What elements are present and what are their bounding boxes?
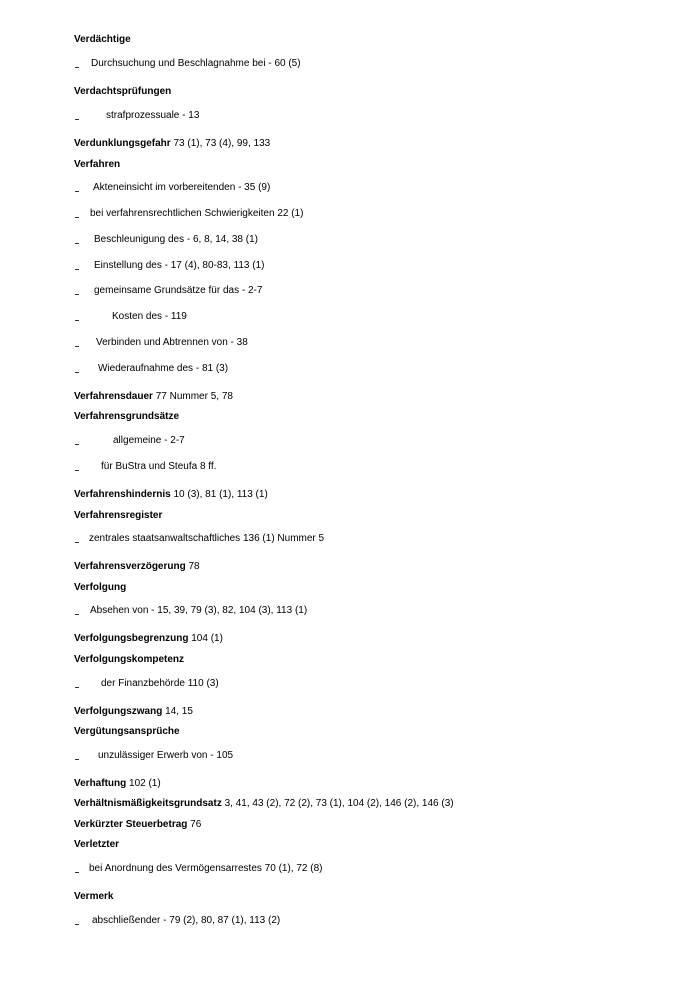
sub-entry: der Finanzbehörde 110 (3) — [101, 678, 219, 689]
sub-entry-dash — [75, 444, 79, 445]
entry-heading: Verfolgung — [74, 582, 127, 593]
sub-entry: Akteneinsicht im vorbereitenden - 35 (9) — [93, 182, 271, 193]
entry-heading: Verhältnismäßigkeitsgrundsatz 3, 41, 43 (2), 72 (2), 73 (1), 104 (2), 146 (2), 146 (3) — [74, 798, 454, 809]
sub-entry-dash — [75, 269, 79, 270]
sub-entry: Wiederaufnahme des - 81 (3) — [98, 363, 229, 374]
sub-entry-dash — [75, 542, 79, 543]
sub-entry-dash — [75, 924, 79, 925]
sub-entry-dash — [75, 294, 79, 295]
sub-entry: abschließender - 79 (2), 80, 87 (1), 113 (2) — [92, 915, 281, 926]
sub-entry-dash — [75, 119, 79, 120]
sub-entry: Beschleunigung des - 6, 8, 14, 38 (1) — [94, 234, 258, 245]
sub-entry-dash — [75, 687, 79, 688]
entry-heading: Vergütungsansprüche — [74, 726, 180, 737]
entry-heading: Verletzter — [74, 839, 120, 850]
entry-heading: Verfahrensregister — [74, 510, 163, 521]
sub-entry: bei verfahrensrechtlichen Schwierigkeiten 22 (1) — [90, 208, 304, 219]
entry-heading: Verdunklungsgefahr 73 (1), 73 (4), 99, 133 — [74, 138, 271, 149]
sub-entry: gemeinsame Grundsätze für das - 2-7 — [94, 285, 263, 296]
sub-entry: Absehen von - 15, 39, 79 (3), 82, 104 (3), 113 (1) — [90, 605, 308, 616]
sub-entry: bei Anordnung des Vermögensarrestes 70 (1), 72 (8) — [89, 863, 323, 874]
sub-entry-dash — [75, 67, 79, 68]
sub-entry: strafprozessuale - 13 — [106, 110, 200, 121]
sub-entry: Einstellung des - 17 (4), 80-83, 113 (1) — [94, 260, 265, 271]
sub-entry-dash — [75, 372, 79, 373]
entry-heading: Vermerk — [74, 891, 114, 902]
sub-entry-dash — [75, 191, 79, 192]
sub-entry-dash — [75, 243, 79, 244]
sub-entry-dash — [75, 320, 79, 321]
sub-entry: zentrales staatsanwaltschaftliches 136 (1) Nummer 5 — [89, 533, 325, 544]
entry-heading: Verfahrensverzögerung 78 — [74, 561, 200, 572]
sub-entry-dash — [75, 872, 79, 873]
sub-entry-dash — [75, 614, 79, 615]
sub-entry-dash — [75, 346, 79, 347]
sub-entry: Verbinden und Abtrennen von - 38 — [96, 337, 248, 348]
sub-entry-dash — [75, 470, 79, 471]
sub-entry: allgemeine - 2-7 — [113, 435, 185, 446]
entry-heading: Verfolgungszwang 14, 15 — [74, 706, 193, 717]
sub-entry: Kosten des - 119 — [112, 311, 187, 322]
sub-entry: für BuStra und Steufa 8 ff. — [101, 461, 217, 472]
entry-heading: Verkürzter Steuerbetrag 76 — [74, 819, 202, 830]
entry-heading: Verfolgungskompetenz — [74, 654, 185, 665]
sub-entry: Durchsuchung und Beschlagnahme bei - 60 (5) — [91, 58, 301, 69]
entry-heading: Verhaftung 102 (1) — [74, 778, 161, 789]
sub-entry-dash — [75, 217, 79, 218]
entry-heading: Verdächtige — [74, 34, 131, 45]
sub-entry-dash — [75, 759, 79, 760]
entry-heading: Verfahren — [74, 159, 121, 170]
entry-heading: Verfolgungsbegrenzung 104 (1) — [74, 633, 223, 644]
entry-heading: Verdachtsprüfungen — [74, 86, 172, 97]
entry-heading: Verfahrensdauer 77 Nummer 5, 78 — [74, 391, 233, 402]
sub-entry: unzulässiger Erwerb von - 105 — [98, 750, 234, 761]
entry-heading: Verfahrensgrundsätze — [74, 411, 180, 422]
entry-heading: Verfahrenshindernis 10 (3), 81 (1), 113 (1) — [74, 489, 268, 500]
